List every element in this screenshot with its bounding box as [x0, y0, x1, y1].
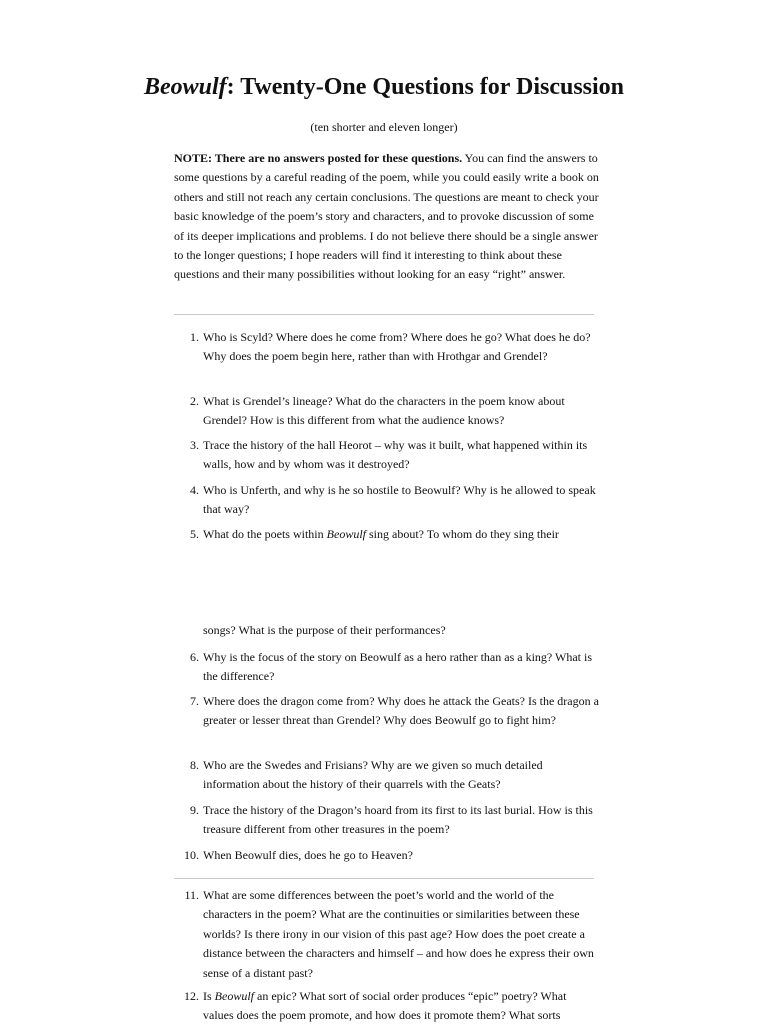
- question-text: Who is Scyld? Where does he come from? Where does he go? What does he do? Why does the poem begin here, rather than with Hrothgar and Grendel?: [203, 330, 591, 364]
- question-text-part: What do the poets within: [203, 527, 327, 541]
- question-number: 7.: [190, 694, 199, 708]
- question-number: 10.: [184, 848, 199, 862]
- question-number: 1.: [190, 330, 199, 344]
- question-text: Who are the Swedes and Frisians? Why are we given so much detailed information about the history of their quarrels with the Geats?: [203, 758, 543, 792]
- question-text-part: sing about? To whom do they sing their: [365, 527, 559, 541]
- question-text-italic: Beowulf: [326, 527, 366, 541]
- question-text: What are some differences between the poet’s world and the world of the characters in the poem? What are the continuities or similarities between these worlds? Is there irony in our vision of this past age? How does the poet create a distance between the characters and himself – and how does he express their own sense of a distant past?: [203, 888, 594, 980]
- question-number: 5.: [190, 527, 199, 541]
- question-number: 9.: [190, 803, 199, 817]
- question-text-part: Is: [203, 989, 215, 1003]
- question-number: 8.: [190, 758, 199, 772]
- question-text: Who is Unferth, and why is he so hostile to Beowulf? Why is he allowed to speak that way?: [203, 483, 596, 517]
- document-title: [0, 70, 768, 104]
- question-text: Trace the history of the Dragon’s hoard from its first to its last burial. How is this treasure different from other treasures in the poem?: [203, 803, 593, 837]
- question-number: 12.: [184, 989, 199, 1003]
- title-italic-part: Beowulf: [143, 74, 227, 100]
- question-text-continued: songs? What is the purpose of their performances?: [203, 623, 446, 637]
- note-paragraph: [174, 149, 599, 285]
- question-text: When Beowulf dies, does he go to Heaven?: [203, 848, 413, 862]
- section-divider-top: [174, 314, 594, 315]
- question-number: 4.: [190, 483, 199, 497]
- question-text: Trace the history of the hall Heorot – why was it built, what happened within its walls, how and by whom was it destroyed?: [203, 438, 588, 472]
- question-text: [203, 525, 599, 544]
- document-subtitle: (ten shorter and eleven longer): [310, 120, 458, 134]
- question-text-italic: Beowulf: [214, 989, 254, 1003]
- question-number: 11.: [184, 888, 199, 902]
- question-text-part: an epic? What sort of social order produces “epic” poetry? What values does the poem promote, and how does it promote them? What sorts: [203, 989, 567, 1023]
- question-text: [203, 987, 599, 1026]
- section-divider-bottom: [174, 878, 594, 879]
- title-rest-part: : Twenty-One Questions for Discussion: [226, 74, 625, 100]
- question-text: What is Grendel’s lineage? What do the characters in the poem know about Grendel? How is this different from what the audience knows?: [203, 394, 565, 428]
- note-bold-lead: NOTE: There are no answers posted for these questions.: [174, 151, 463, 165]
- question-number: 2.: [190, 394, 199, 408]
- question-text: Why is the focus of the story on Beowulf as a hero rather than as a king? What is the difference?: [203, 650, 593, 684]
- question-number: 3.: [190, 438, 199, 452]
- question-number: 6.: [190, 650, 199, 664]
- note-body-text: You can find the answers to some questions by a careful reading of the poem, while you could easily write a book on others and still not reach any certain conclusions. The questions are meant to check your basic knowledge of the poem’s story and characters, and to provoke discussion of some of its deeper implications and problems. I do not believe there should be a single answer to the longer questions; I hope readers will find it interesting to think about these questions and their many possibilities without looking for an easy “right” answer.: [174, 151, 599, 282]
- question-text: Where does the dragon come from? Why does he attack the Geats? Is the dragon a greater or lesser threat than Grendel? Why does Beowulf go to fight him?: [203, 694, 599, 728]
